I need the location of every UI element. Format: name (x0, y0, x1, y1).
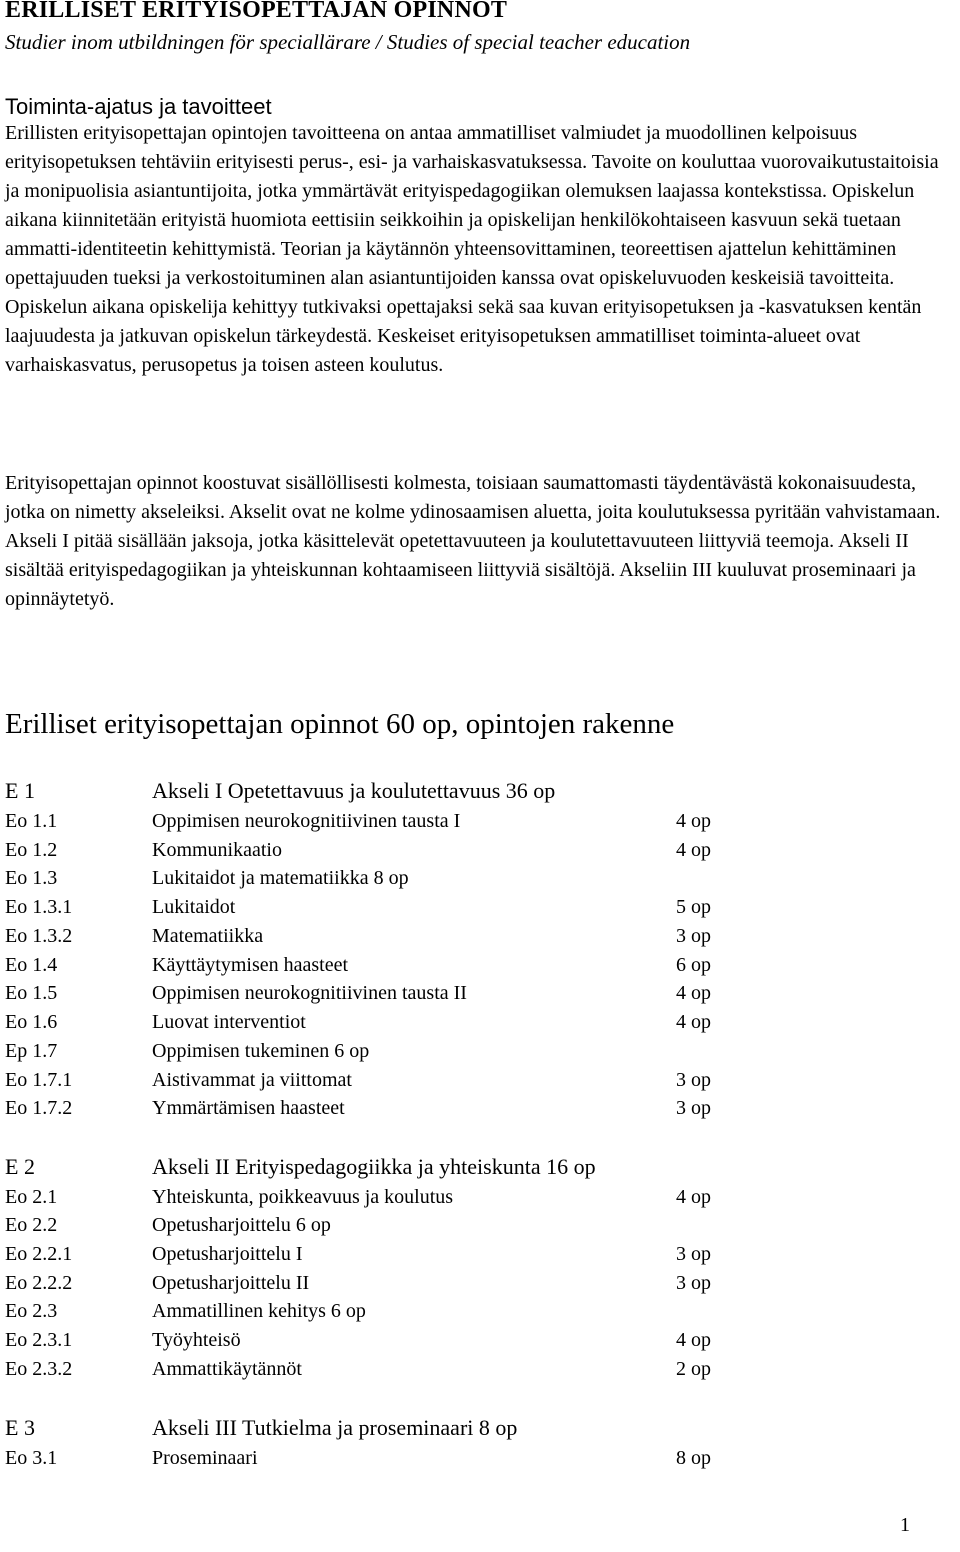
axis-row (0, 1413, 960, 1441)
course-code: Eo 3.1 (5, 1447, 58, 1469)
course-credits: 3 op (676, 1272, 711, 1294)
course-row (0, 1037, 960, 1065)
course-credits: 4 op (676, 1329, 711, 1351)
course-name: Lukitaidot (152, 896, 236, 918)
course-row (0, 864, 960, 892)
course-code: Eo 1.4 (5, 954, 58, 976)
course-code: Eo 2.3.2 (5, 1358, 73, 1380)
course-code: Eo 1.1 (5, 810, 58, 832)
course-credits: 4 op (676, 1186, 711, 1208)
section-heading-goals: Toiminta-ajatus ja tavoitteet (5, 94, 272, 119)
course-name: Akseli I Opetettavuus ja koulutettavuus 36 op (152, 778, 556, 803)
course-name: Luovat interventiot (152, 1011, 306, 1033)
course-row (0, 807, 960, 835)
course-code: Eo 2.1 (5, 1186, 58, 1208)
course-row (0, 979, 960, 1007)
course-row (0, 1211, 960, 1239)
course-credits: 4 op (676, 1011, 711, 1033)
course-code: Eo 2.2 (5, 1214, 58, 1236)
document-title: ERILLISET ERITYISOPETTAJAN OPINNOT (5, 0, 508, 23)
course-code: Eo 2.3 (5, 1300, 58, 1322)
course-name: Käyttäytymisen haasteet (152, 954, 349, 976)
course-row (0, 1094, 960, 1122)
course-name: Työyhteisö (152, 1329, 241, 1351)
course-row (0, 836, 960, 864)
course-credits: 2 op (676, 1358, 711, 1380)
course-credits: 5 op (676, 896, 711, 918)
course-name: Opetusharjoittelu I (152, 1243, 303, 1265)
document-subtitle: Studier inom utbildningen för speciallärare / Studies of special teacher education (5, 30, 691, 54)
course-row (0, 1355, 960, 1383)
axis-row (0, 776, 960, 804)
course-credits: 8 op (676, 1447, 711, 1469)
course-code: Eo 2.2.2 (5, 1272, 73, 1294)
course-credits: 4 op (676, 982, 711, 1004)
course-credits: 3 op (676, 1097, 711, 1119)
course-code: Ep 1.7 (5, 1040, 58, 1062)
course-name: Oppimisen tukeminen 6 op (152, 1040, 370, 1062)
course-code: Eo 2.2.1 (5, 1243, 73, 1265)
course-code: Eo 1.7.1 (5, 1069, 73, 1091)
course-name: Aistivammat ja viittomat (152, 1069, 352, 1091)
course-name: Oppimisen neurokognitiivinen tausta II (152, 982, 467, 1004)
course-name: Akseli III Tutkielma ja proseminaari 8 op (152, 1415, 518, 1440)
course-name: Proseminaari (152, 1447, 258, 1469)
course-row (0, 1444, 960, 1472)
course-name: Opetusharjoittelu 6 op (152, 1214, 331, 1236)
axis-row (0, 1152, 960, 1180)
course-credits: 3 op (676, 1069, 711, 1091)
course-name: Opetusharjoittelu II (152, 1272, 310, 1294)
course-row (0, 1066, 960, 1094)
course-row (0, 1008, 960, 1036)
course-row (0, 951, 960, 979)
course-name: Lukitaidot ja matematiikka 8 op (152, 867, 409, 889)
course-name: Ymmärtämisen haasteet (152, 1097, 345, 1119)
course-code: E 1 (5, 778, 35, 803)
course-credits: 4 op (676, 839, 711, 861)
course-credits: 3 op (676, 1243, 711, 1265)
course-row (0, 893, 960, 921)
course-row (0, 1240, 960, 1268)
course-row (0, 1183, 960, 1211)
course-name: Kommunikaatio (152, 839, 282, 861)
page-number: 1 (900, 1514, 910, 1536)
course-code: Eo 1.5 (5, 982, 58, 1004)
course-code: Eo 1.3.2 (5, 925, 73, 947)
course-code: E 2 (5, 1154, 35, 1179)
course-name: Ammatillinen kehitys 6 op (152, 1300, 366, 1322)
course-code: Eo 2.3.1 (5, 1329, 73, 1351)
intro-paragraph-2: Erityisopettajan opinnot koostuvat sisällöllisesti kolmesta, toisiaan saumattomasti täydentävästä kokonaisuudesta, jotka on nimetty akseleiksi. Akselit ovat ne kolme ydinosaamisen aluetta, joita koulutuksessa pyritään vahvistamaan. Akseli I pitää sisällään jaksoja, jotka käsittelevät opetettavuuteen ja koulutettavuuteen liittyviä teemoja. Akseli II sisältää erityispedagogiikan ja yhteiskunnan kohtaamiseen liittyviä sisältöjä. Akseliin III kuuluvat proseminaari ja opinnäytetyö. (5, 472, 941, 610)
course-code: Eo 1.2 (5, 839, 58, 861)
course-code: Eo 1.6 (5, 1011, 58, 1033)
course-credits: 4 op (676, 810, 711, 832)
course-code: Eo 1.3.1 (5, 896, 73, 918)
course-name: Ammattikäytännöt (152, 1358, 302, 1380)
course-name: Matematiikka (152, 925, 264, 947)
course-name: Akseli II Erityispedagogiikka ja yhteiskunta 16 op (152, 1154, 596, 1179)
course-credits: 6 op (676, 954, 711, 976)
intro-paragraph-1: Erillisten erityisopettajan opintojen tavoitteena on antaa ammatilliset valmiudet ja muodollinen kelpoisuus erityisopetuksen tehtäviin erityisesti perus-, esi- ja varhaiskasvatuksessa. Tavoite on kouluttaa vuorovaikutustaitoisia ja monipuolisia asiantuntijoita, jotka ymmärtävät erityispedagogiikan olemuksen laajassa kontekstissa. Opiskelun aikana kiinnitetään erityistä huomiota eettisiin seikkoihin ja opiskelijan henkilökohtaiseen kasvuun sekä tuetaan ammatti-identiteetin kehittymistä. Teorian ja käytännön yhteensovittaminen, teoreettisen ajattelun kehittäminen opettajuuden tueksi ja verkostoituminen alan asiantuntijoiden kanssa ovat opiskeluvuoden keskeisiä tavoitteita. Opiskelun aikana opiskelija kehittyy tutkivaksi opettajaksi sekä saa kuvan erityisopetuksen ja -kasvatuksen kentän laajuudesta ja jatkuvan opiskelun tärkeydestä. Keskeiset erityisopetuksen ammatilliset toiminta-alueet ovat varhaiskasvatus, perusopetus ja toisen asteen koulutus. (5, 122, 939, 376)
course-name: Yhteiskunta, poikkeavuus ja koulutus (152, 1186, 454, 1208)
course-credits: 3 op (676, 925, 711, 947)
course-code: E 3 (5, 1415, 35, 1440)
course-row (0, 1297, 960, 1325)
course-code: Eo 1.7.2 (5, 1097, 73, 1119)
course-row (0, 1326, 960, 1354)
course-name: Oppimisen neurokognitiivinen tausta I (152, 810, 461, 832)
course-row (0, 922, 960, 950)
structure-heading: Erilliset erityisopettajan opinnot 60 op, opintojen rakenne (5, 708, 675, 740)
course-code: Eo 1.3 (5, 867, 58, 889)
course-row (0, 1269, 960, 1297)
